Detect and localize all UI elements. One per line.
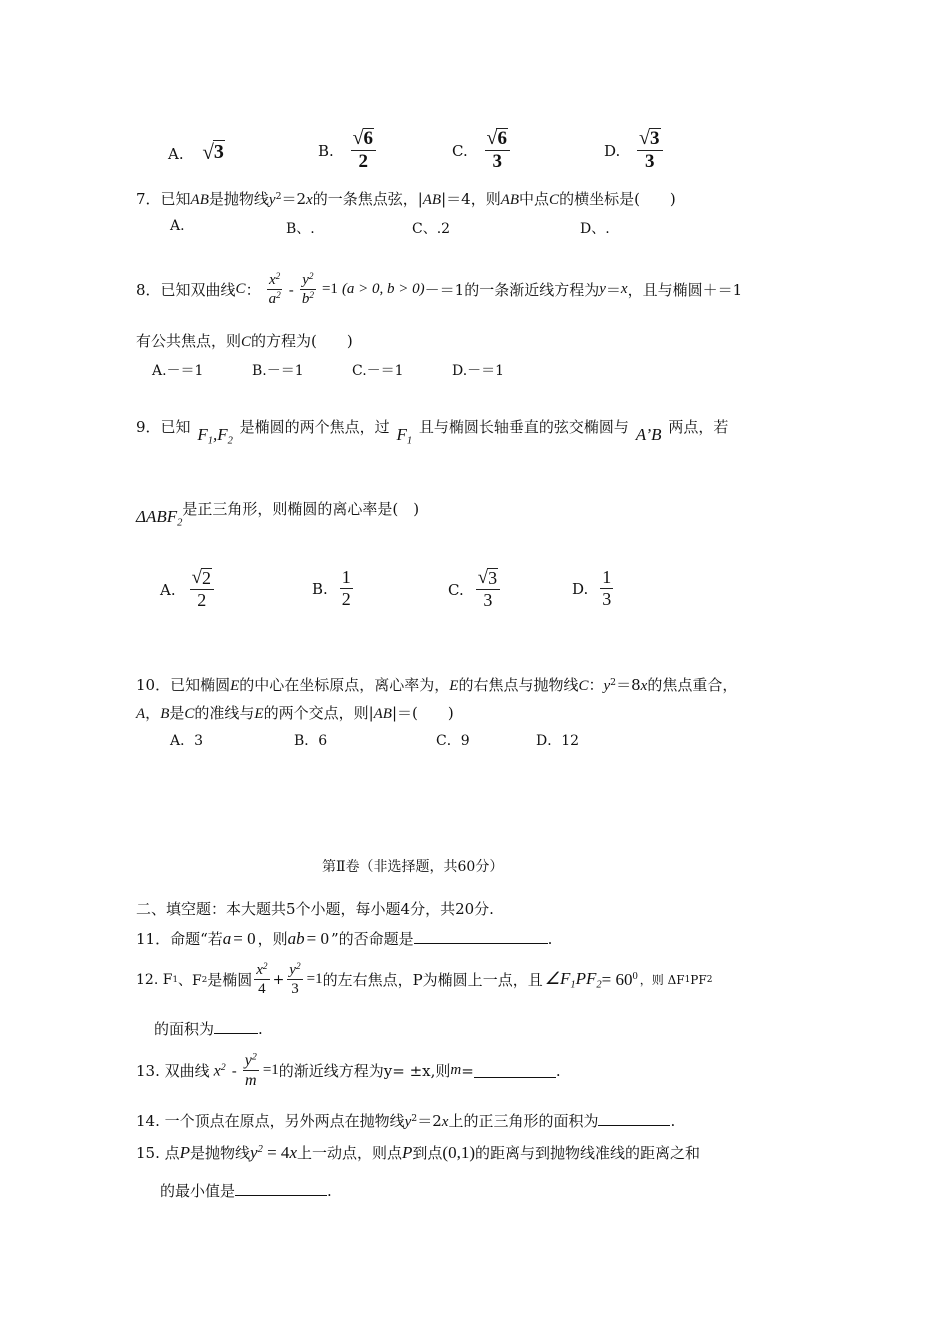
q8-option-d: D.－＝1 bbox=[452, 363, 505, 379]
q8-text: 8．已知双曲线 bbox=[136, 281, 236, 300]
q12-sixty: = $60^0$ bbox=[601, 969, 638, 989]
q9-option-d-fraction: $\frac{1}{3}$ bbox=[602, 567, 612, 609]
question-7 bbox=[136, 188, 676, 209]
q8-fraction-y: $\frac{y^2}{b^2}$ bbox=[301, 272, 314, 307]
q10-text: 的中心在坐标原点，离心率为， bbox=[239, 676, 450, 694]
q13-fraction: $\frac{y^2}{m}$ bbox=[244, 1051, 257, 1089]
q15-text: 的距离与到抛物线准线的距离之和 bbox=[474, 1144, 700, 1162]
q8-text: －＝1的一条渐近线方程为 bbox=[424, 281, 600, 300]
question-10 bbox=[136, 674, 737, 695]
q12-sub: 2 bbox=[201, 974, 208, 985]
q9-text: 且与椭圆长轴垂直的弦交椭圆与 bbox=[418, 418, 629, 436]
section-title: 第Ⅱ卷（非选择题，共60分） bbox=[322, 859, 504, 875]
q10-text: ， bbox=[145, 704, 161, 722]
q10-text: 10．已知椭圆 bbox=[136, 676, 231, 694]
q9-option-b bbox=[312, 568, 353, 610]
q8-text: ，且与椭圆＋＝1 bbox=[627, 281, 743, 300]
question-8-line2 bbox=[136, 330, 353, 351]
q14-text: ＝2 bbox=[417, 1112, 442, 1130]
q10-var-c: C bbox=[578, 678, 589, 694]
q13-end: . bbox=[555, 1061, 561, 1080]
question-9-line2 bbox=[136, 498, 420, 529]
q7-option-b: B、. bbox=[286, 221, 315, 237]
q8-text: ： bbox=[245, 281, 261, 300]
q6-option-d-fraction: √ 3 3 bbox=[637, 128, 662, 174]
q12-fraction-y: $\frac{y^2}{3}$ bbox=[289, 962, 301, 997]
q9-text: 是椭圆的两个焦点，过 bbox=[239, 418, 390, 436]
q14-answer-blank[interactable] bbox=[598, 1111, 670, 1126]
q14-var-y: y bbox=[404, 1114, 412, 1130]
q8-text: 的方程为( ) bbox=[251, 332, 353, 350]
q15-text: 到点 bbox=[412, 1144, 443, 1162]
q6-option-d-label: D. bbox=[604, 141, 621, 160]
question-12 bbox=[136, 962, 712, 998]
q10-option-a: A．3 bbox=[170, 733, 204, 749]
q8-var-c: C bbox=[241, 334, 252, 350]
q7-text: 的一条焦点弦，| bbox=[312, 190, 423, 208]
q7-text: 的横坐标是( ) bbox=[559, 190, 676, 208]
q14-end: . bbox=[670, 1112, 676, 1130]
q7-var-ab: AB bbox=[422, 192, 442, 208]
q11-var-ab: ab bbox=[287, 929, 305, 948]
q9-option-b-fraction: $\frac{1}{2}$ bbox=[341, 567, 351, 609]
q8-var-x: x bbox=[620, 281, 628, 298]
q9-option-c-fraction: √ 3 3 bbox=[476, 568, 500, 611]
q8-text: 有公共焦点，则 bbox=[136, 332, 242, 350]
q12-text: 的左右焦点，P为椭圆上一点，且 bbox=[322, 971, 543, 990]
q15-answer-blank[interactable] bbox=[235, 1181, 327, 1196]
q7-option-a: A. bbox=[170, 218, 185, 234]
q9-triangle: $\Delta ABF_2$ bbox=[136, 507, 183, 529]
q10-option-d: D．12 bbox=[536, 733, 580, 749]
q11-end: . bbox=[547, 930, 553, 948]
q13-text: 的渐近线方程为y= ±x,则 bbox=[278, 1062, 451, 1081]
q15-text: 的最小值是 bbox=[160, 1182, 236, 1200]
q12-text: 12. F bbox=[136, 971, 173, 988]
q6-option-b-label: B. bbox=[318, 141, 334, 160]
q10-option-b: B．6 bbox=[294, 733, 328, 749]
q14-text: 14. 一个顶点在原点，另外两点在抛物线 bbox=[136, 1112, 405, 1130]
q9-points: A’B bbox=[635, 425, 662, 444]
q7-text: |＝4，则 bbox=[441, 190, 501, 208]
q9-f1: $F_1$ bbox=[396, 425, 413, 447]
q10-var-e: E bbox=[449, 678, 459, 694]
q10-text: |＝( ) bbox=[391, 704, 454, 722]
q8-option-a: A.－＝1 bbox=[152, 363, 204, 379]
q10-var-e: E bbox=[230, 678, 240, 694]
q9-option-d-label: D. bbox=[572, 580, 589, 599]
q8-var-y: y bbox=[599, 281, 606, 298]
q15-end: . bbox=[327, 1182, 332, 1200]
q12-end: . bbox=[258, 1020, 263, 1038]
q9-foci: $F_1,F_2$ bbox=[197, 425, 233, 447]
q10-option-c: C．9 bbox=[436, 733, 470, 749]
q9-option-a-fraction: √ 2 2 bbox=[190, 568, 214, 611]
q9-text: 9．已知 bbox=[136, 418, 191, 436]
question-8 bbox=[136, 272, 742, 308]
question-10-line2 bbox=[136, 702, 454, 723]
q9-option-c bbox=[448, 568, 500, 611]
question-14 bbox=[136, 1110, 675, 1131]
q9-option-a-label: A. bbox=[160, 580, 176, 599]
q13-x-squared: $x^2$ bbox=[213, 1061, 226, 1080]
q10-var-b: B bbox=[160, 706, 170, 722]
q7-var-ab: AB bbox=[500, 192, 520, 208]
question-13 bbox=[136, 1052, 561, 1090]
q15-y-squared: $y^2$ bbox=[250, 1143, 263, 1162]
q10-var-ab: AB bbox=[373, 706, 392, 722]
q10-text: 的两个交点，则| bbox=[263, 704, 374, 722]
q12-answer-blank[interactable] bbox=[214, 1019, 258, 1034]
q7-option-c: C、.2 bbox=[412, 221, 451, 237]
q12-sub: 2 bbox=[706, 974, 713, 985]
question-15-line2 bbox=[160, 1180, 332, 1201]
q13-text: 13. 双曲线 bbox=[136, 1062, 210, 1081]
q10-var-x: x bbox=[640, 678, 648, 694]
q6-option-b bbox=[318, 128, 376, 174]
q9-option-c-label: C. bbox=[448, 580, 464, 599]
q8-fraction-x: $\frac{x^2}{a^2}$ bbox=[268, 272, 281, 307]
q11-text: ”的否命题是 bbox=[330, 930, 414, 948]
q7-text: 中点 bbox=[519, 190, 550, 208]
section-subtitle: 二、填空题：本大题共5个小题，每小题4分，共20分. bbox=[136, 900, 494, 918]
q13-answer-blank[interactable] bbox=[474, 1063, 556, 1078]
q9-option-d bbox=[572, 568, 613, 610]
q12-text: 的面积为 bbox=[154, 1020, 215, 1038]
q8-option-b: B.－＝1 bbox=[252, 363, 304, 379]
q12-text: 是椭圆 bbox=[207, 971, 253, 990]
q14-exp: 2 bbox=[411, 1112, 418, 1124]
q6-option-c bbox=[452, 128, 510, 174]
q13-var-m: m bbox=[450, 1062, 462, 1079]
q11-answer-blank[interactable] bbox=[414, 929, 548, 944]
q10-var-y: y bbox=[603, 678, 611, 694]
q8-minus: - bbox=[288, 280, 294, 299]
q8-condition: (a > 0, b > 0) bbox=[341, 281, 425, 298]
q10-var-c: C bbox=[184, 706, 195, 722]
q15-point: (0,1) bbox=[442, 1143, 475, 1162]
q12-text: PF bbox=[690, 972, 707, 987]
q6-option-b-fraction: √ 6 2 bbox=[351, 128, 376, 174]
q6-option-d bbox=[604, 128, 663, 174]
q6-option-a bbox=[168, 140, 225, 165]
q15-text: 是抛物线 bbox=[190, 1144, 251, 1162]
q10-text: ： bbox=[588, 676, 604, 694]
q12-eq: =1 bbox=[306, 971, 323, 988]
q11-text: 11．命题“若 bbox=[136, 930, 223, 948]
q7-text: ＝2 bbox=[281, 190, 307, 208]
q15-text: 上一动点，则点 bbox=[296, 1144, 402, 1162]
question-12-line2 bbox=[154, 1018, 263, 1039]
q7-option-d: D、. bbox=[580, 221, 610, 237]
question-15 bbox=[136, 1142, 700, 1163]
q10-text: ＝8 bbox=[616, 676, 641, 694]
q8-text: ＝ bbox=[605, 281, 621, 300]
q6-option-a-sqrt: √ 3 bbox=[202, 140, 224, 164]
q15-text: 15. 点 bbox=[136, 1144, 180, 1162]
q9-option-a bbox=[160, 568, 214, 611]
q9-option-b-label: B. bbox=[312, 580, 328, 599]
q10-text: 的准线与 bbox=[194, 704, 255, 722]
q10-text: 的右焦点与抛物线 bbox=[458, 676, 579, 694]
q7-text: 7．已知 bbox=[136, 190, 191, 208]
q7-var-y: y bbox=[268, 192, 276, 208]
q13-minus: - bbox=[231, 1061, 237, 1080]
q12-text: ，则 ΔF bbox=[639, 973, 685, 988]
q6-option-c-fraction: √ 6 3 bbox=[485, 128, 510, 174]
q10-var-a: A bbox=[136, 706, 146, 722]
q12-angle: $\angle F_1PF_2$ bbox=[544, 968, 602, 991]
q10-text: 是 bbox=[169, 704, 185, 722]
q12-fraction-x: $\frac{x^2}{4}$ bbox=[256, 962, 268, 997]
q13-eq: =1 bbox=[262, 1062, 279, 1079]
q15-var-p: P bbox=[179, 1143, 191, 1162]
q14-var-x: x bbox=[441, 1114, 449, 1130]
q12-plus: + bbox=[272, 971, 285, 988]
question-11 bbox=[136, 928, 552, 949]
q6-option-c-label: C. bbox=[452, 141, 468, 160]
q9-text: 是正三角形，则椭圆的离心率是( ) bbox=[182, 500, 420, 518]
q7-var-ab: AB bbox=[190, 192, 209, 208]
q7-exp: 2 bbox=[275, 190, 282, 202]
q14-text: 上的正三角形的面积为 bbox=[448, 1112, 599, 1130]
q12-sub: 1 bbox=[172, 974, 178, 985]
q7-text: 是抛物线 bbox=[208, 190, 269, 208]
q15-var-p: P bbox=[402, 1143, 413, 1162]
q11-text: ，则 bbox=[257, 930, 288, 948]
q15-eq: = 4x bbox=[262, 1143, 297, 1162]
q12-sub: 1 bbox=[684, 974, 691, 985]
q10-text: 的焦点重合， bbox=[647, 676, 738, 694]
q7-var-c: C bbox=[549, 192, 560, 208]
q8-option-c: C.－＝1 bbox=[352, 363, 404, 379]
q10-exp: 2 bbox=[610, 676, 617, 688]
q8-var-c: C bbox=[235, 281, 246, 298]
q9-text: 两点，若 bbox=[668, 418, 729, 436]
q12-text: 、F bbox=[177, 972, 202, 989]
q11-eq: = 0 bbox=[233, 929, 256, 948]
q10-var-e: E bbox=[254, 706, 264, 722]
q7-var-x: x bbox=[306, 192, 313, 208]
q11-eq: = 0 bbox=[306, 929, 329, 948]
q13-eq: = bbox=[461, 1061, 474, 1080]
q11-var-a: a bbox=[222, 929, 232, 948]
q8-eq: =1 bbox=[321, 281, 338, 298]
question-9 bbox=[136, 416, 729, 447]
q6-option-a-label: A. bbox=[168, 145, 184, 163]
